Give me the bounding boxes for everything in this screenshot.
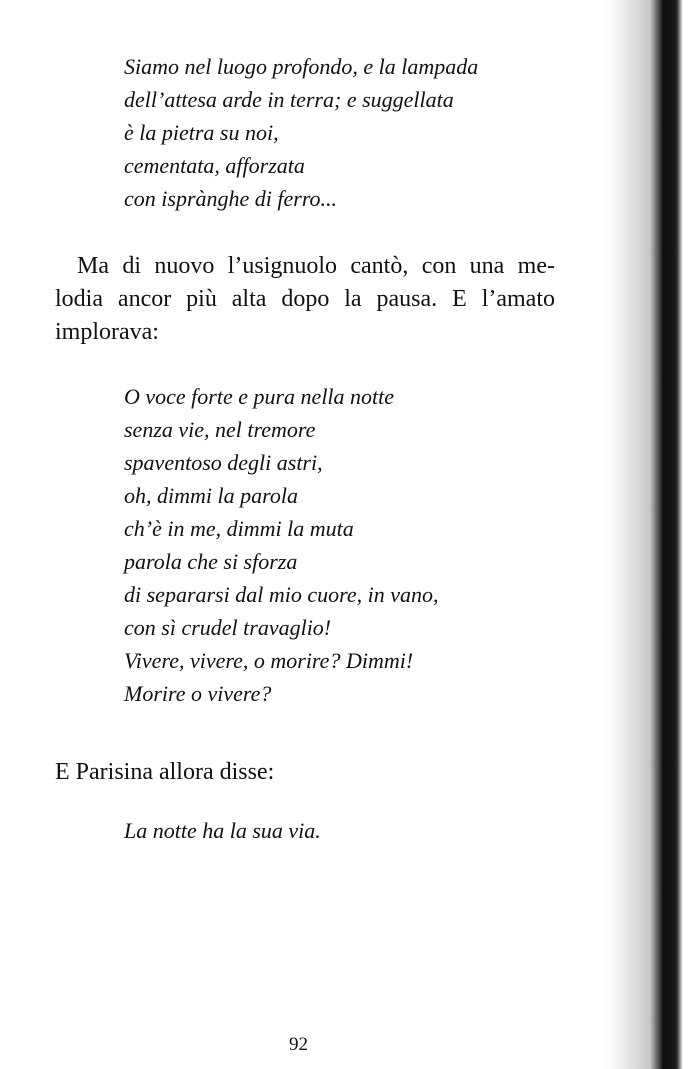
verse-stanza-2	[124, 380, 439, 710]
verse-line: è la pietra su noi,	[124, 120, 279, 145]
prose-line: E Parisina allora disse:	[55, 759, 275, 785]
verse-line: Vivere, vivere, o morire? Dimmi!	[124, 648, 414, 673]
verse-line: con isprànghe di ferro...	[124, 186, 338, 211]
verse-line: spaventoso degli astri,	[124, 450, 323, 475]
prose-paragraph-1	[55, 250, 555, 349]
verse-line: O voce forte e pura nella notte	[124, 384, 395, 409]
verse-line: senza vie, nel tremore	[124, 417, 316, 442]
verse-line: con sì crudel travaglio!	[124, 615, 332, 640]
verse-line: parola che si sforza	[124, 549, 298, 574]
verse-stanza-3	[124, 814, 321, 847]
verse-line: Morire o vivere?	[124, 681, 272, 706]
verse-line: di separarsi dal mio cuore, in vano,	[124, 582, 439, 607]
verse-line: La notte ha la sua via.	[124, 818, 321, 843]
page-number: 92	[289, 1034, 308, 1055]
verse-line: ch’è in me, dimmi la muta	[124, 516, 354, 541]
prose-paragraph-2	[55, 756, 555, 789]
verse-line: dell’attesa arde in terra; e suggellata	[124, 87, 454, 112]
book-spine-shadow	[605, 0, 700, 1069]
verse-line: cementata, afforzata	[124, 153, 305, 178]
prose-line: Ma di nuovo l’usignuolo cantò, con una me-	[77, 253, 555, 279]
verse-line: Siamo nel luogo profondo, e la lampada	[124, 54, 479, 79]
prose-line: lodia ancor più alta dopo la pausa. E l’amato	[55, 286, 555, 312]
verse-stanza-1	[124, 50, 478, 215]
prose-line: implorava:	[55, 319, 159, 345]
verse-line: oh, dimmi la parola	[124, 483, 298, 508]
